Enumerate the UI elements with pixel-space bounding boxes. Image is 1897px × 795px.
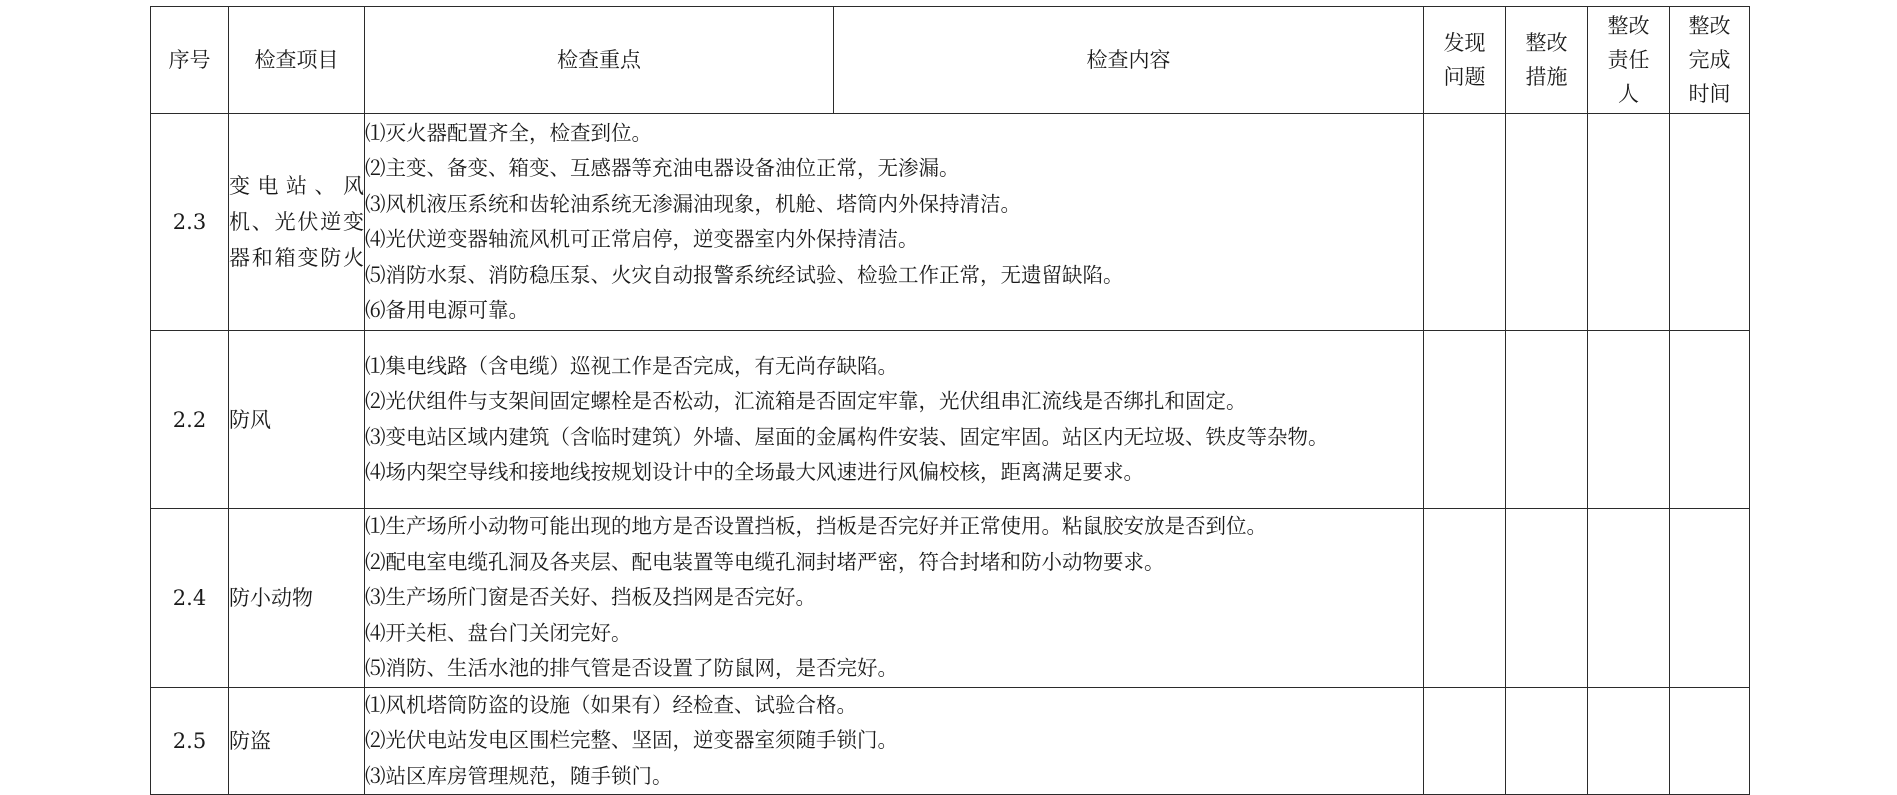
content-line: ⑷场内架空导线和接地线按规划设计中的全场最大风速进行风偏校核，距离满足要求。	[365, 460, 1144, 484]
content-line: ⑹备用电源可靠。	[365, 298, 529, 322]
content-line: ⑶生产场所门窗是否关好、挡板及挡网是否完好。	[365, 585, 816, 609]
header-time	[1670, 7, 1750, 114]
row-item: 防盗	[229, 687, 365, 795]
measure-cell[interactable]	[1506, 331, 1588, 509]
measure-cell[interactable]	[1506, 687, 1588, 795]
person-cell[interactable]	[1588, 509, 1670, 688]
table-row	[151, 114, 1750, 331]
time-cell[interactable]	[1670, 331, 1750, 509]
header-item: 检查项目	[229, 7, 365, 114]
content-line: ⑶风机液压系统和齿轮油系统无渗漏油现象，机舱、塔筒内外保持清洁。	[365, 191, 1021, 216]
problem-cell[interactable]	[1424, 331, 1506, 509]
content-line: ⑶站区库房管理规范，随手锁门。	[365, 763, 673, 788]
header-time-line: 时间	[1688, 82, 1731, 106]
header-content: 检查内容	[834, 7, 1424, 114]
row-number: 2.5	[151, 687, 229, 795]
time-cell[interactable]	[1670, 687, 1750, 795]
problem-cell[interactable]	[1424, 687, 1506, 795]
header-row	[151, 7, 1750, 114]
table-row	[151, 687, 1750, 795]
content-line: ⑴风机塔筒防盗的设施（如果有）经检查、试验合格。	[365, 692, 857, 717]
row-item: 变电站、风机、光伏逆变器和箱变防火	[229, 114, 365, 331]
table-row	[151, 331, 1750, 509]
row-item: 防风	[229, 331, 365, 509]
header-time-line: 整改	[1688, 14, 1731, 38]
header-time-line: 完成	[1688, 48, 1731, 72]
content-line: ⑷开关柜、盘台门关闭完好。	[365, 620, 632, 645]
header-problem-line: 问题	[1443, 65, 1486, 89]
row-item: 防小动物	[229, 509, 365, 688]
inspection-table	[150, 6, 1750, 795]
content-line: ⑴生产场所小动物可能出现的地方是否设置挡板，挡板是否完好并正常使用。粘鼠胶安放是否到位。	[365, 514, 1267, 538]
person-cell[interactable]	[1588, 114, 1670, 331]
content-line: ⑵主变、备变、箱变、互感器等充油电器设备油位正常，无渗漏。	[365, 156, 960, 180]
content-line: ⑷光伏逆变器轴流风机可正常启停，逆变器室内外保持清洁。	[365, 227, 919, 251]
header-measure-line: 整改	[1525, 31, 1568, 55]
content-line: ⑵光伏电站发电区围栏完整、坚固，逆变器室须随手锁门。	[365, 728, 898, 752]
time-cell[interactable]	[1670, 509, 1750, 688]
row-number: 2.3	[151, 114, 229, 331]
row-number: 2.2	[151, 331, 229, 509]
table-row	[151, 509, 1750, 688]
row-content	[365, 509, 1424, 688]
header-person-line: 责任	[1607, 48, 1650, 72]
problem-cell[interactable]	[1424, 114, 1506, 331]
content-line: ⑸消防、生活水池的排气管是否设置了防鼠网，是否完好。	[365, 656, 898, 680]
content-line: ⑶变电站区域内建筑（含临时建筑）外墙、屋面的金属构件安装、固定牢固。站区内无垃圾、铁皮等杂物。	[365, 424, 1329, 449]
row-content	[365, 331, 1424, 509]
measure-cell[interactable]	[1506, 114, 1588, 331]
header-person	[1588, 7, 1670, 114]
person-cell[interactable]	[1588, 331, 1670, 509]
header-measure-line: 措施	[1525, 65, 1568, 89]
content-line: ⑴灭火器配置齐全，检查到位。	[365, 120, 652, 145]
content-line: ⑴集电线路（含电缆）巡视工作是否完成，有无尚存缺陷。	[365, 353, 898, 378]
row-content	[365, 687, 1424, 795]
content-line: ⑵配电室电缆孔洞及各夹层、配电装置等电缆孔洞封堵严密，符合封堵和防小动物要求。	[365, 549, 1165, 574]
header-problem-line: 发现	[1443, 31, 1486, 55]
content-line: ⑵光伏组件与支架间固定螺栓是否松动，汇流箱是否固定牢靠，光伏组串汇流线是否绑扎和固定。	[365, 389, 1247, 413]
header-measure	[1506, 7, 1588, 114]
content-line: ⑸消防水泵、消防稳压泵、火灾自动报警系统经试验、检验工作正常，无遗留缺陷。	[365, 262, 1124, 287]
person-cell[interactable]	[1588, 687, 1670, 795]
header-seq: 序号	[151, 7, 229, 114]
header-person-line: 人	[1618, 82, 1639, 106]
row-content	[365, 114, 1424, 331]
problem-cell[interactable]	[1424, 509, 1506, 688]
row-number: 2.4	[151, 509, 229, 688]
measure-cell[interactable]	[1506, 509, 1588, 688]
header-focus: 检查重点	[365, 7, 834, 114]
time-cell[interactable]	[1670, 114, 1750, 331]
header-problem	[1424, 7, 1506, 114]
header-person-line: 整改	[1607, 14, 1650, 38]
